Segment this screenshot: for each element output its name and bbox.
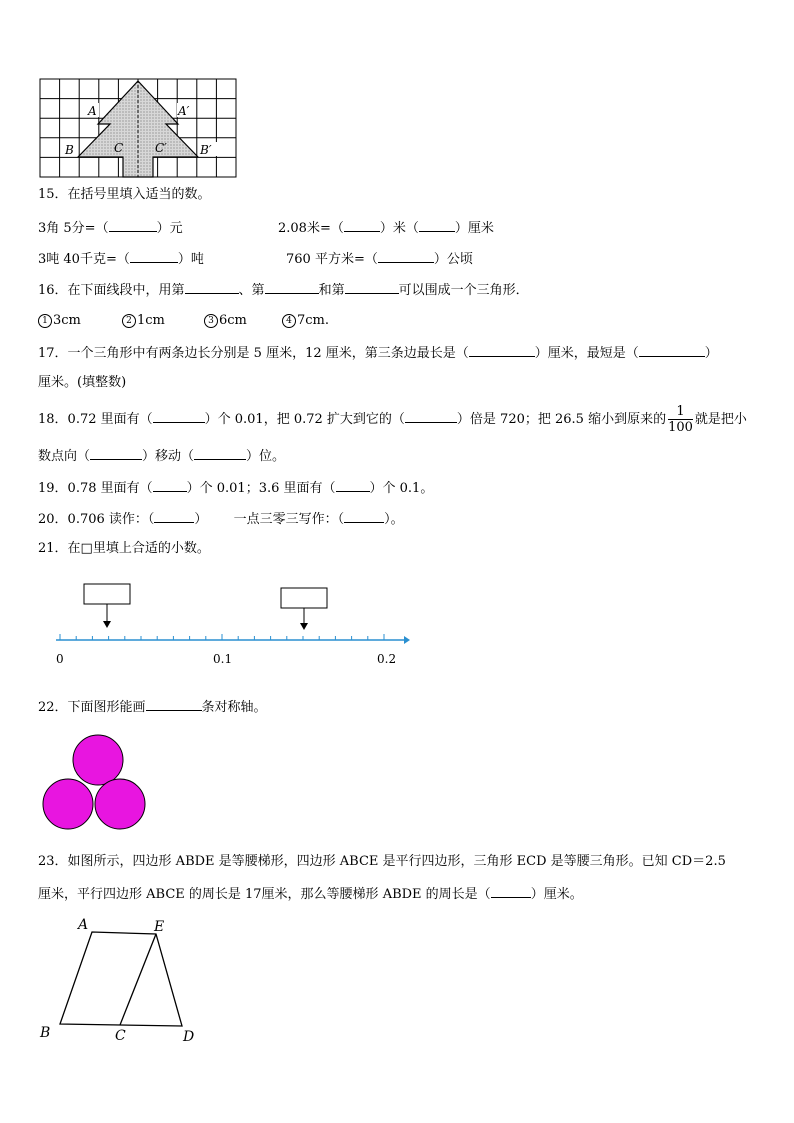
circle-right [95, 779, 145, 829]
answer-blank[interactable] [405, 409, 457, 423]
label-E: E [154, 919, 165, 935]
trapezoid-figure [36, 912, 206, 1048]
q17-line1: 17．一个三角形中有两条边长分别是 5 厘米，12 厘米，第三条边最长是（ ）厘米，最短是（ ） [38, 343, 718, 363]
q22: 22．下面图形能画 条对称轴。 [38, 697, 267, 717]
number-line-figure [48, 578, 418, 670]
answer-blank[interactable] [194, 446, 246, 460]
label-A: A [88, 104, 97, 118]
answer-blank[interactable] [146, 697, 202, 711]
axis-arrow [404, 636, 410, 644]
label-C: C [115, 1028, 126, 1044]
q20: 20．0.706 读作：（ ） 一点三零三写作：（ ）。 [38, 509, 404, 529]
answer-blank[interactable] [491, 884, 531, 898]
label-A: A [78, 917, 89, 933]
answer-blank[interactable] [153, 478, 187, 492]
label-C: C [114, 141, 124, 155]
answer-box-1[interactable] [84, 584, 130, 604]
q23-line1: 23．如图所示，四边形 ABDE 是等腰梯形，四边形 ABCE 是平行四边形，三角形 ECD 是等腰三角形。已知 CD＝2.5 [38, 854, 726, 869]
answer-box-2[interactable] [281, 588, 327, 608]
label-D: D [183, 1029, 195, 1045]
q15-row2: 3吨 40千克=（ ）吨 760 平方米=（ ）公顷 [38, 249, 758, 269]
option-4: 4 7cm. [282, 312, 329, 330]
trapezoid-ABDE [60, 932, 182, 1026]
option-1: 1 3cm [38, 312, 81, 330]
answer-blank[interactable] [639, 343, 705, 357]
tick-label-0-2: 0.2 [377, 652, 397, 666]
label-B-prime: B′ [200, 143, 212, 157]
q19: 19．0.78 里面有（ ）个 0.01；3.6 里面有（ ）个 0.1。 [38, 478, 433, 498]
q16-question: 16．在下面线段中，用第 、第 和第 可以围成一个三角形． [38, 280, 529, 300]
answer-blank[interactable] [419, 218, 455, 232]
q15-row1: 3角 5分=（ ）元 2.08米=（ ）米（ ）厘米 [38, 218, 758, 238]
option-2: 2 1cm [122, 312, 165, 330]
answer-blank[interactable] [345, 280, 399, 294]
q18-line1: 18．0.72 里面有（ ）个 0.01，把 0.72 扩大到它的（ ）倍是 720；把 26.5 缩小到原来的 $\frac{1}{100}$ 就是把小 [38, 404, 747, 435]
q17-line2: 厘米。(填整数) [38, 375, 127, 390]
answer-blank[interactable] [265, 280, 319, 294]
q23-line2: 厘米，平行四边形 ABCE 的周长是 17厘米，那么等腰梯形 ABDE 的周长是（ ）厘米。 [38, 884, 583, 904]
fraction-one-hundredth: $\frac{1}{100}$ [668, 404, 693, 435]
circle-left [43, 779, 93, 829]
label-B: B [65, 143, 74, 157]
tick-label-0-1: 0.1 [213, 652, 233, 666]
answer-blank[interactable] [344, 218, 380, 232]
answer-blank[interactable] [336, 478, 370, 492]
tick-label-0: 0 [56, 652, 64, 666]
answer-blank[interactable] [154, 509, 194, 523]
label-C-prime: C′ [155, 141, 167, 155]
answer-blank[interactable] [90, 446, 142, 460]
answer-blank[interactable] [344, 509, 384, 523]
answer-blank[interactable] [185, 280, 239, 294]
option-3: 3 6cm [204, 312, 247, 330]
three-circles-figure [40, 734, 150, 832]
answer-blank[interactable] [378, 249, 434, 263]
q15-title: 15．在括号里填入适当的数。 [38, 187, 211, 202]
q18-line2: 数点向（ ）移动（ ）位。 [38, 446, 285, 466]
tree-grid-figure [38, 78, 238, 178]
label-B: B [40, 1025, 51, 1041]
answer-blank[interactable] [130, 249, 178, 263]
q21-title: 21．在□里填上合适的小数。 [38, 541, 210, 556]
answer-blank[interactable] [109, 218, 157, 232]
circle-top [73, 735, 123, 785]
ticks [60, 634, 384, 640]
answer-blank[interactable] [153, 409, 205, 423]
segment-EC [120, 934, 156, 1025]
label-A-prime: A′ [178, 104, 190, 118]
answer-blank[interactable] [469, 343, 535, 357]
